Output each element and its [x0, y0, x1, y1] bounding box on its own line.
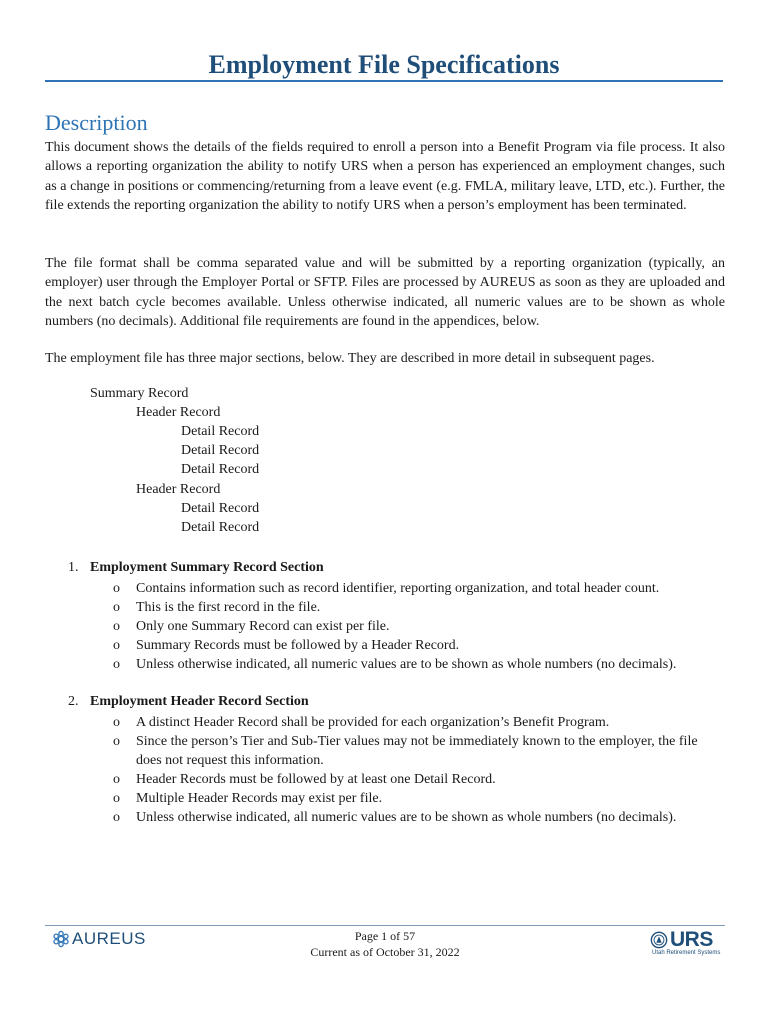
urs-seal-icon — [650, 931, 668, 949]
tree-item-header-record: Header Record — [136, 405, 221, 420]
list-item: o Summary Records must be followed by a Header Record. — [113, 638, 460, 653]
bullet-marker: o — [113, 810, 120, 825]
bullet-marker: o — [113, 791, 120, 806]
urs-logo-subtext: Utah Retirement Systems — [652, 950, 721, 956]
section-title: Employment Summary Record Section — [90, 560, 324, 575]
tree-item-detail-record: Detail Record — [181, 424, 260, 439]
tree-item-header-record: Header Record — [136, 482, 221, 497]
list-item: o Only one Summary Record can exist per file. — [113, 619, 390, 634]
footer-divider — [45, 925, 725, 926]
paragraph-intro: This document shows the details of the fields required to enroll a person into a Benefit Program via file process. It also allows a reporting organization the ability to notify URS when a person has experienced an employment changes, such as a change in positions or commencing/returning from a leave event (e.g. FMLA, military leave, LTD, etc.). Further, the file extends the reporting organization the ability to notify URS when a person’s employment has been terminated. — [45, 140, 725, 214]
list-item: o This is the first record in the file. — [113, 600, 321, 615]
tree-item-detail-record: Detail Record — [181, 520, 260, 535]
section-heading — [68, 694, 309, 710]
urs-logo-text: URS — [670, 928, 713, 951]
tree-item-detail-record: Detail Record — [181, 443, 260, 458]
section-title: Employment Header Record Section — [90, 694, 309, 709]
list-item: o Contains information such as record identifier, reporting organization, and total header count. — [113, 581, 660, 596]
page-number: Page 1 of 57 — [354, 929, 416, 943]
bullet-marker: o — [113, 657, 120, 672]
tree-item-detail-record: Detail Record — [181, 462, 260, 477]
section-number: 2. — [68, 694, 79, 709]
urs-logo — [650, 928, 722, 956]
bullet-marker: o — [113, 600, 120, 615]
description-heading: Description — [45, 110, 148, 135]
list-item: o Unless otherwise indicated, all numeric values are to be shown as whole numbers (no decimals). — [113, 810, 677, 825]
list-item: o Since the person’s Tier and Sub-Tier values may not be immediately known to the employer, the file does not request this information. — [113, 734, 698, 768]
tree-item-detail-record: Detail Record — [181, 501, 260, 516]
current-as-of: Current as of October 31, 2022 — [310, 945, 460, 959]
paragraph-file-format: The file format shall be comma separated value and will be submitted by a reporting organization (typically, an employer) user through the Employer Portal or SFTP. Files are processed by AUREUS as soon as they are uploaded and the next batch cycle becomes available. Unless otherwise indicated, all numeric values are to be shown as whole numbers (no decimals). Additional file requirements are found in the appendices, below. — [45, 256, 725, 330]
bullet-marker: o — [113, 619, 120, 634]
bullet-marker: o — [113, 772, 120, 787]
list-item: o A distinct Header Record shall be provided for each organization’s Benefit Program. — [113, 715, 610, 730]
section-heading — [68, 560, 324, 576]
bullet-marker: o — [113, 715, 120, 730]
paragraph-sections: The employment file has three major sections, below. They are described in more detail in subsequent pages. — [45, 351, 655, 366]
tree-item-summary-record: Summary Record — [90, 386, 189, 401]
bullet-marker: o — [113, 638, 120, 653]
list-item: o Multiple Header Records may exist per file. — [113, 791, 383, 806]
list-item: o Header Records must be followed by at least one Detail Record. — [113, 772, 496, 787]
bullet-marker: o — [113, 581, 120, 596]
list-item: o Unless otherwise indicated, all numeric values are to be shown as whole numbers (no decimals). — [113, 657, 677, 672]
aureus-logo-text: AUREUS — [72, 929, 146, 948]
page-title: Employment File Specifications — [208, 50, 560, 79]
section-number: 1. — [68, 560, 79, 575]
bullet-marker: o — [113, 734, 120, 749]
title-divider — [45, 80, 723, 82]
